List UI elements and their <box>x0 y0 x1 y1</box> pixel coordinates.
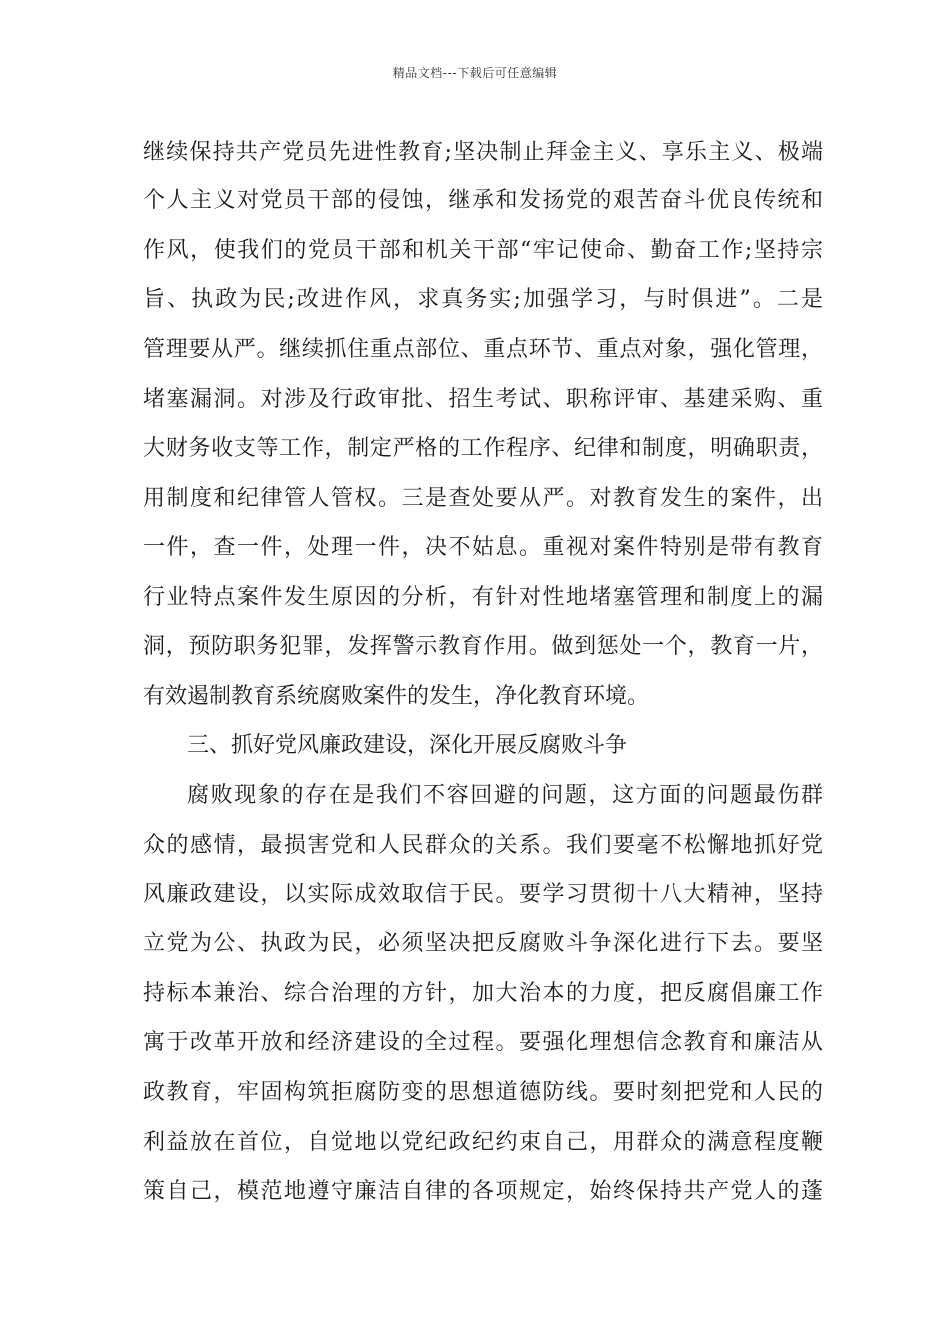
text-line: 有效遏制教育系统腐败案件的发生，净化教育环境。 <box>143 684 650 709</box>
text-line: 利益放在首位，自觉地以党纪政纪约束自己，用群众的满意程度鞭 <box>143 1130 823 1155</box>
text-line: 立党为公、执政为民，必须坚决把反腐败斗争深化进行下去。要坚 <box>143 931 823 956</box>
text-line: 腐败现象的存在是我们不容回避的问题，这方面的问题最伤群 <box>187 783 823 808</box>
text-line: 众的感情，最损害党和人民群众的关系。我们要毫不松懈地抓好党 <box>143 833 823 858</box>
text-line: 用制度和纪律管人管权。三是查处要从严。对教育发生的案件，出 <box>143 486 823 511</box>
text-line: 个人主义对党员干部的侵蚀，继承和发扬党的艰苦奋斗优良传统和 <box>143 188 823 213</box>
text-line: 策自己，模范地遵守廉洁自律的各项规定，始终保持共产党人的蓬 <box>143 1179 823 1204</box>
text-line: 作风，使我们的党员干部和机关干部“牢记使命、勤奋工作;坚持宗 <box>143 238 823 263</box>
text-line: 堵塞漏洞。对涉及行政审批、招生考试、职称评审、基建采购、重 <box>143 387 823 412</box>
text-line: 持标本兼治、综合治理的方针，加大治本的力度，把反腐倡廉工作 <box>143 981 823 1006</box>
text-line: 一件，查一件，处理一件，决不姑息。重视对案件特别是带有教育 <box>143 535 823 560</box>
page-header: 精品文档---下载后可任意编辑 <box>392 66 558 80</box>
text-line: 政教育，牢固构筑拒腐防变的思想道德防线。要时刻把党和人民的 <box>143 1080 823 1105</box>
text-line: 行业特点案件发生原因的分析，有针对性地堵塞管理和制度上的漏 <box>143 585 823 610</box>
text-line: 大财务收支等工作，制定严格的工作程序、纪律和制度，明确职责， <box>143 436 823 461</box>
text-line: 继续保持共产党员先进性教育;坚决制止拜金主义、享乐主义、极端 <box>143 140 823 165</box>
text-line: 寓于改革开放和经济建设的全过程。要强化理想信念教育和廉洁从 <box>143 1030 823 1055</box>
text-line: 洞，预防职务犯罪，发挥警示教育作用。做到惩处一个，教育一片， <box>143 634 823 659</box>
section-heading: 三、抓好党风廉政建设，深化开展反腐败斗争 <box>187 733 628 758</box>
text-line: 管理要从严。继续抓住重点部位、重点环节、重点对象，强化管理， <box>143 337 823 362</box>
text-line: 风廉政建设，以实际成效取信于民。要学习贯彻十八大精神，坚持 <box>143 882 823 907</box>
text-line: 旨、执政为民;改进作风，求真务实;加强学习，与时俱进”。二是 <box>143 287 823 312</box>
